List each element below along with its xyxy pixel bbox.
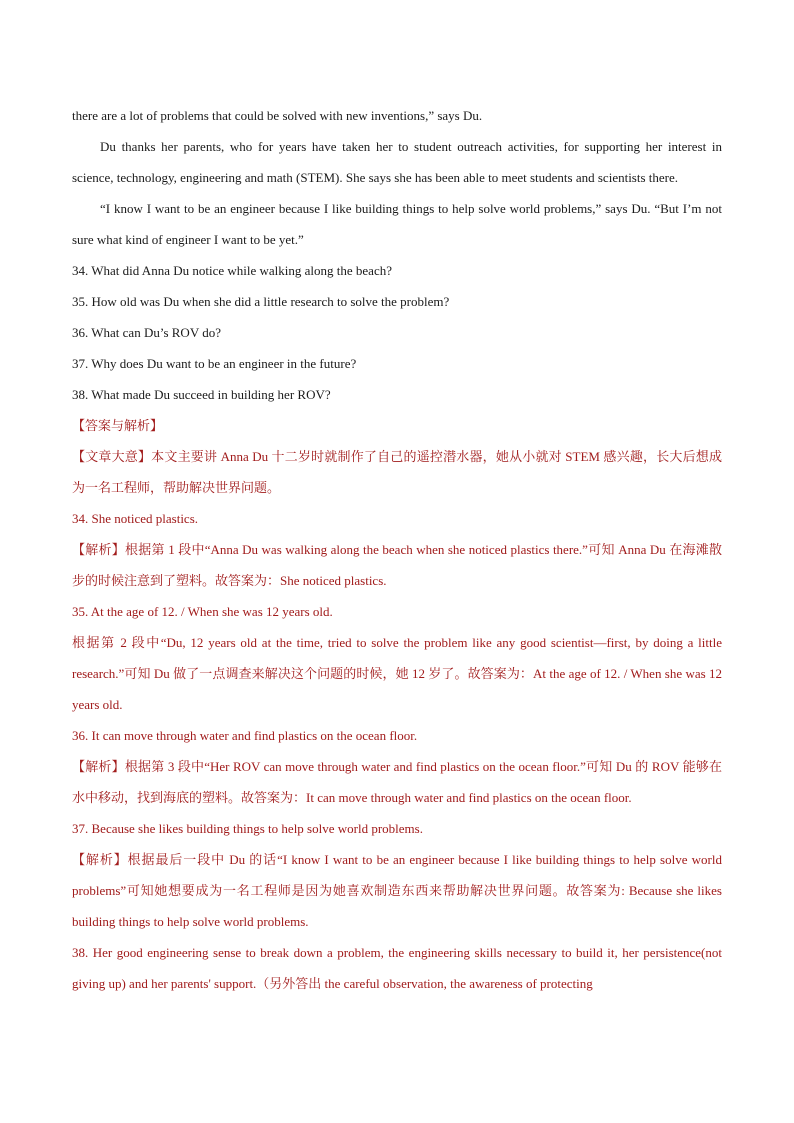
question-37: 37. Why does Du want to be an engineer in the future? [72, 356, 357, 371]
document-body [72, 100, 722, 999]
passage-paragraph-end: there are a lot of problems that could be solved with new inventions,” says Du. [72, 108, 483, 123]
explanation-36: 【解析】根据第 3 段中“Her ROV can move through water and find plastics on the ocean floor.”可知 Du 的 ROV 能够在水中移动，找到海底的塑料。故答案为：It can move through water and find plastics on the ocean floor. [72, 759, 722, 805]
question-38: 38. What made Du succeed in building her ROV? [72, 387, 331, 402]
answer-37: 37. Because she likes building things to help solve world problems. [72, 821, 423, 836]
question-34: 34. What did Anna Du notice while walking along the beach? [72, 263, 392, 278]
answer-38: 38. Her good engineering sense to break down a problem, the engineering skills necessary to build it, her persistence(not giving up) and her parents' support.（另外答出 the careful observation, the awareness of protecting [72, 945, 722, 991]
explanation-37: 【解析】根据最后一段中 Du 的话“I know I want to be an engineer because I like building things to help solve world problems”可知她想要成为一名工程师是因为她喜欢制造东西来帮助解决世界问题。故答案为: Because she likes building things to help solve world problems. [72, 852, 722, 929]
explanation-35: 根据第 2 段中“Du, 12 years old at the time, tried to solve the problem like any good scientist—first, by doing a little research.”可知 Du 做了一点调查来解决这个问题的时候，她 12 岁了。故答案为：At the age of 12. / When she was 12 years old. [72, 635, 722, 712]
answer-35: 35. At the age of 12. / When she was 12 years old. [72, 604, 333, 619]
question-36: 36. What can Du’s ROV do? [72, 325, 221, 340]
question-35: 35. How old was Du when she did a little research to solve the problem? [72, 294, 450, 309]
explanation-34: 【解析】根据第 1 段中“Anna Du was walking along the beach when she noticed plastics there.”可知 Anna Du 在海滩散步的时候注意到了塑料。故答案为：She noticed plastics. [72, 542, 722, 588]
answer-34: 34. She noticed plastics. [72, 511, 199, 526]
answer-36: 36. It can move through water and find plastics on the ocean floor. [72, 728, 418, 743]
passage-paragraph-quote: “I know I want to be an engineer because I like building things to help solve world problems,” says Du. “But I’m not sure what kind of engineer I want to be yet.” [72, 201, 722, 247]
answer-heading: 【答案与解析】 [72, 418, 164, 433]
article-summary: 【文章大意】本文主要讲 Anna Du 十二岁时就制作了自己的遥控潜水器，她从小就对 STEM 感兴趣，长大后想成为一名工程师，帮助解决世界问题。 [72, 449, 722, 495]
passage-paragraph-parents: Du thanks her parents, who for years have taken her to student outreach activities, for supporting her interest in science, technology, engineering and math (STEM). She says she has been able to meet students and scientists there. [72, 139, 722, 185]
